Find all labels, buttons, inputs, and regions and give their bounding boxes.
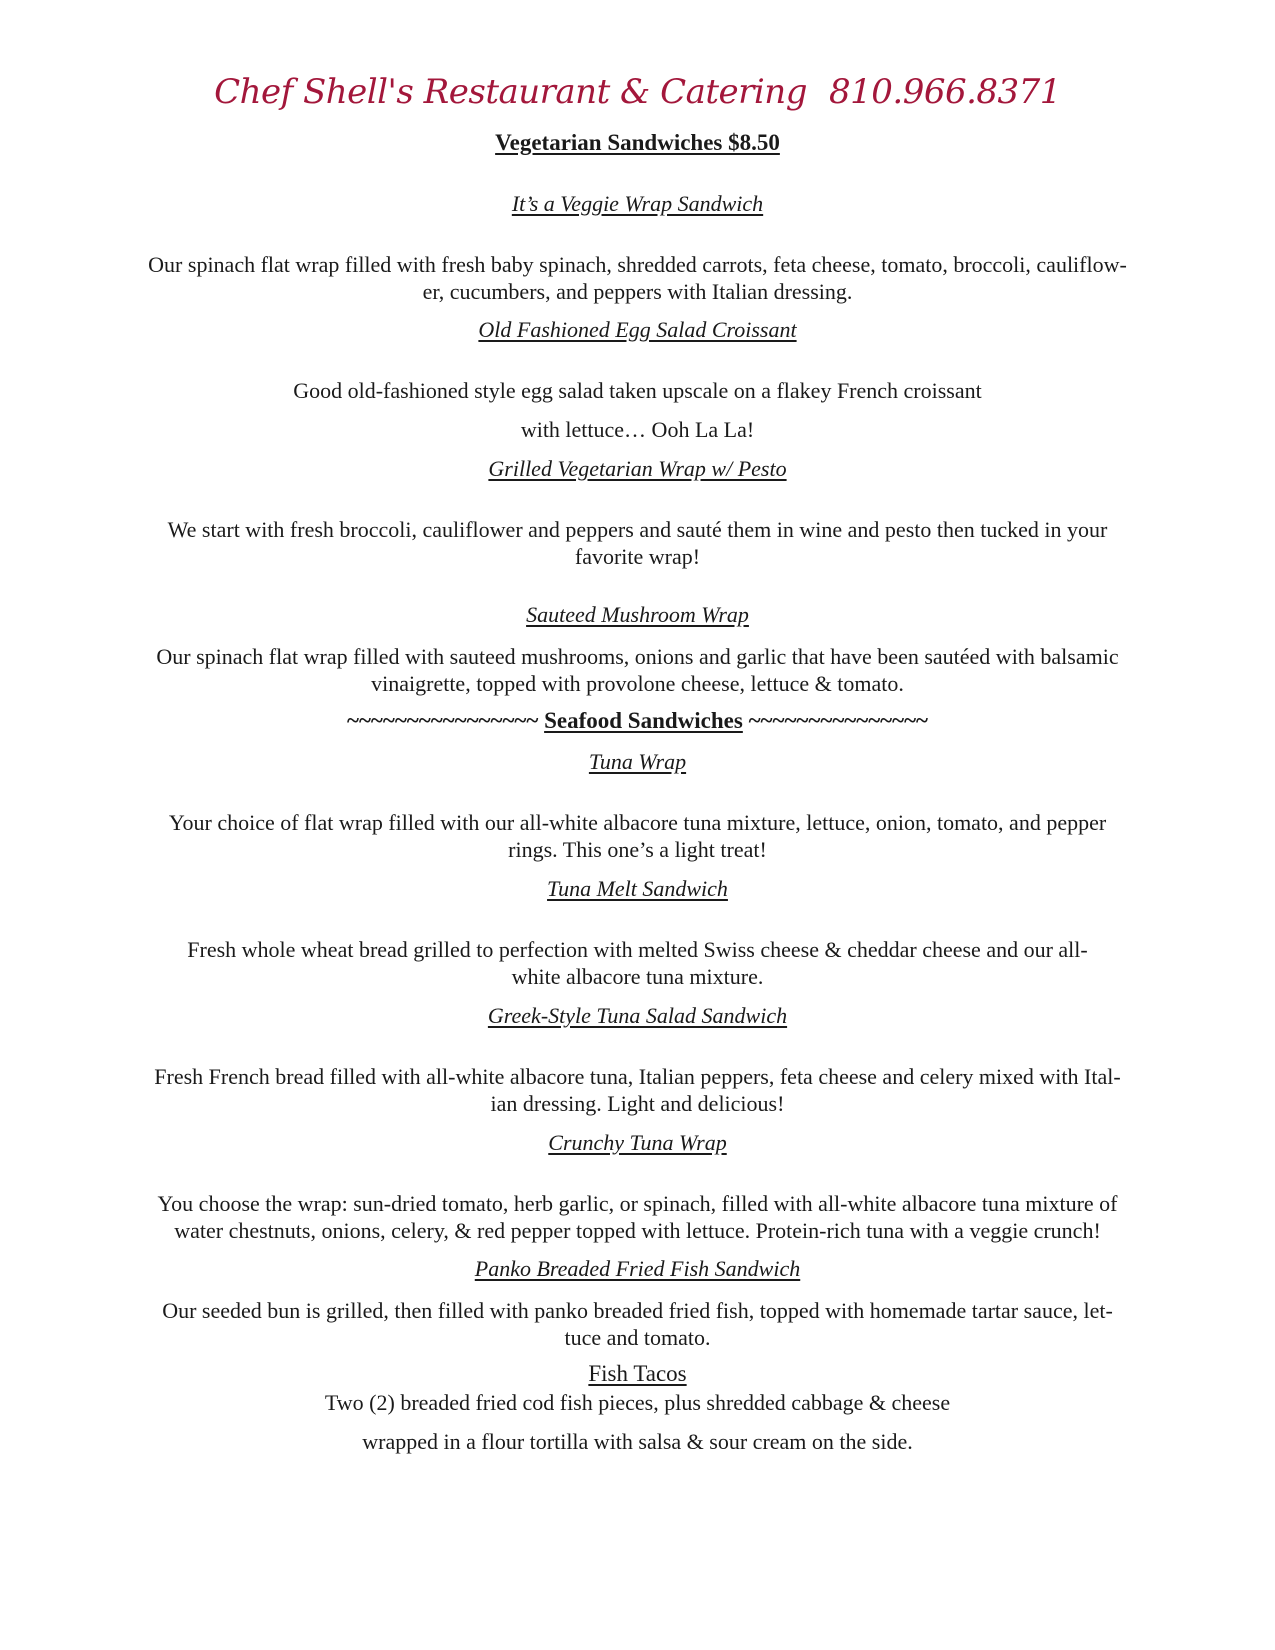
item-egg-salad-name: Old Fashioned Egg Salad Croissant bbox=[478, 317, 797, 342]
item-egg-salad-desc-1: Good old-fashioned style egg salad taken upscale on a flakey French croissant bbox=[293, 378, 982, 403]
item-tuna-wrap-desc-1: Your choice of flat wrap filled with our all-white albacore tuna mixture, lettuce, onion, tomato, and pepper bbox=[168, 810, 1107, 835]
item-mushroom-wrap-desc-2: vinaigrette, topped with provolone cheese, lettuce & tomato. bbox=[371, 671, 904, 696]
item-tuna-melt-desc-1: Fresh whole wheat bread grilled to perfection with melted Swiss cheese & cheddar cheese and our all- bbox=[187, 937, 1088, 962]
item-egg-salad-desc-2: with lettuce… Ooh La La! bbox=[520, 417, 755, 442]
item-veggie-wrap-name: It’s a Veggie Wrap Sandwich bbox=[511, 191, 764, 216]
item-panko-fish-desc-2: tuce and tomato. bbox=[564, 1325, 711, 1350]
item-fish-tacos-desc-2: wrapped in a flour tortilla with salsa & sour cream on the side. bbox=[362, 1429, 913, 1454]
item-tuna-melt-name: Tuna Melt Sandwich bbox=[547, 876, 728, 901]
item-greek-tuna-desc-2: ian dressing. Light and delicious! bbox=[490, 1091, 785, 1116]
seafood-section-title bbox=[60, 708, 1215, 734]
item-tuna-melt-desc-2: white albacore tuna mixture. bbox=[511, 964, 764, 989]
item-mushroom-wrap-desc-1: Our spinach flat wrap filled with sauteed mushrooms, onions and garlic that have been sautéed with balsamic bbox=[156, 644, 1119, 669]
item-fish-tacos-desc-1: Two (2) breaded fried cod fish pieces, plus shredded cabbage & cheese bbox=[324, 1390, 951, 1415]
restaurant-name: Chef Shell's Restaurant & Catering bbox=[214, 72, 807, 112]
item-veggie-wrap-desc-2: er, cucumbers, and peppers with Italian dressing. bbox=[422, 279, 853, 304]
item-mushroom-wrap-name: Sauteed Mushroom Wrap bbox=[526, 602, 749, 627]
item-grilled-veg-desc-1: We start with fresh broccoli, cauliflower and peppers and sauté them in wine and pesto then tucked in your bbox=[167, 517, 1108, 542]
phone-number: 810.966.8371 bbox=[828, 72, 1061, 112]
tilde-divider-right: ~~~~~~~~~~~~~~~ bbox=[748, 708, 929, 733]
tilde-divider-left: ~~~~~~~~~~~~~~~~ bbox=[346, 708, 539, 733]
item-panko-fish-desc-1: Our seeded bun is grilled, then filled with panko breaded fried fish, topped with homemade tartar sauce, let- bbox=[162, 1298, 1113, 1323]
item-crunchy-tuna-name: Crunchy Tuna Wrap bbox=[548, 1130, 727, 1155]
item-grilled-veg-desc-2: favorite wrap! bbox=[574, 544, 701, 569]
item-panko-fish-name: Panko Breaded Fried Fish Sandwich bbox=[474, 1256, 801, 1281]
restaurant-header bbox=[0, 72, 1275, 112]
item-greek-tuna-desc-1: Fresh French bread filled with all-white albacore tuna, Italian peppers, feta cheese and celery mixed with Ital- bbox=[154, 1064, 1121, 1089]
item-veggie-wrap-desc-1: Our spinach flat wrap filled with fresh baby spinach, shredded carrots, feta cheese, tomato, broccoli, cauliflow- bbox=[148, 252, 1127, 277]
item-tuna-wrap-desc-2: rings. This one’s a light treat! bbox=[508, 837, 767, 862]
item-greek-tuna-name: Greek-Style Tuna Salad Sandwich bbox=[487, 1003, 788, 1028]
item-grilled-veg-name: Grilled Vegetarian Wrap w/ Pesto bbox=[488, 456, 787, 481]
seafood-title-text: Seafood Sandwiches bbox=[544, 708, 743, 733]
item-crunchy-tuna-desc-1: You choose the wrap: sun-dried tomato, herb garlic, or spinach, filled with all-white albacore tuna mixture of bbox=[157, 1191, 1118, 1216]
item-tuna-wrap-name: Tuna Wrap bbox=[588, 749, 687, 774]
vegetarian-section-title: Vegetarian Sandwiches $8.50 bbox=[495, 130, 780, 155]
item-crunchy-tuna-desc-2: water chestnuts, onions, celery, & red pepper topped with lettuce. Protein-rich tuna with a veggie crunch! bbox=[174, 1218, 1101, 1243]
item-fish-tacos-name: Fish Tacos bbox=[588, 1361, 687, 1386]
